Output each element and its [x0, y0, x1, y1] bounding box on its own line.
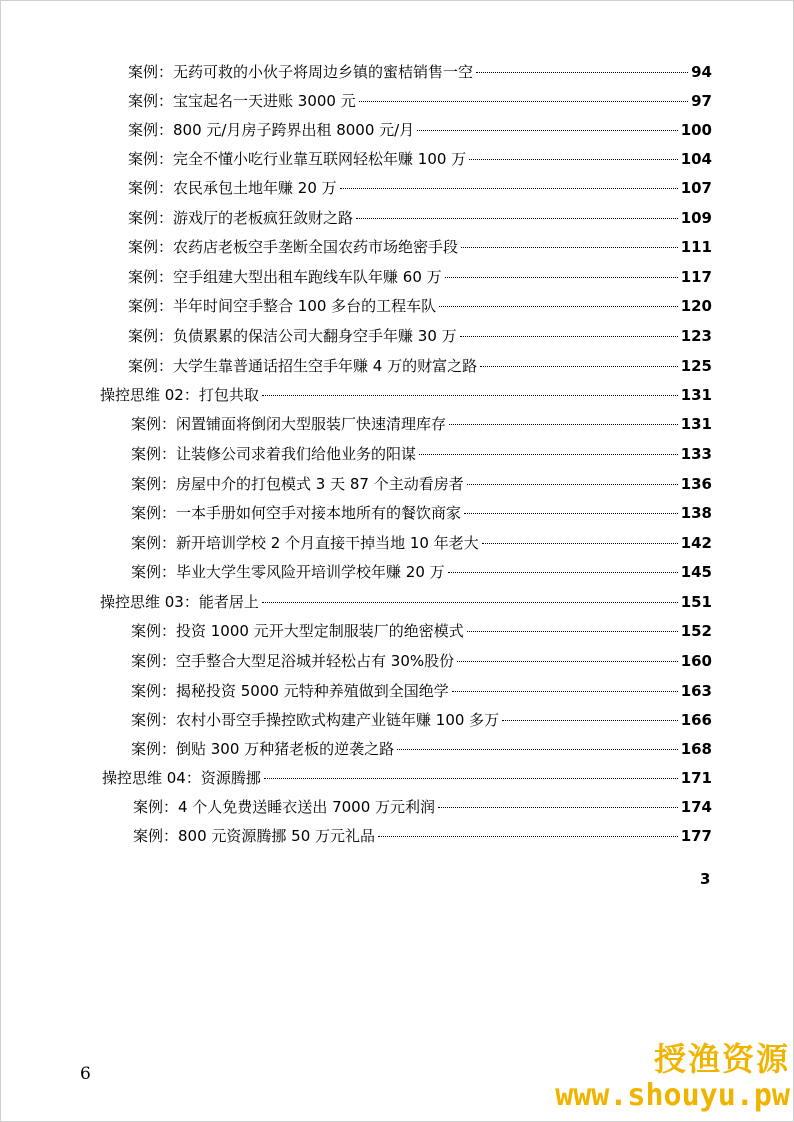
- toc-entry-title: 案例：空手组建大型出租车跑线车队年赚 60 万: [128, 268, 442, 286]
- toc-entry-page: 125: [680, 357, 712, 375]
- toc-entry[interactable]: [131, 474, 712, 494]
- toc-dot-leader: [356, 218, 678, 219]
- toc-entry-page: 94: [691, 63, 712, 81]
- toc-dot-leader: [397, 749, 678, 750]
- toc-dot-leader: [439, 306, 678, 307]
- toc-entry-title: 案例：负债累累的保洁公司大翻身空手年赚 30 万: [128, 327, 457, 345]
- toc-entry-page: 97: [691, 92, 712, 110]
- watermark: [555, 1040, 790, 1114]
- toc-dot-leader: [340, 188, 678, 189]
- toc-entry-page: 133: [680, 445, 712, 463]
- toc-dot-leader: [464, 513, 678, 514]
- viewer-page-number: 6: [80, 1064, 91, 1084]
- toc-entry-title: 操控思维 02：打包共取: [100, 386, 259, 404]
- toc-entry-page: 160: [680, 652, 712, 670]
- toc-entry[interactable]: [131, 621, 712, 641]
- toc-entry-page: 131: [680, 386, 712, 404]
- toc-entry-title: 操控思维 03：能者居上: [100, 593, 259, 611]
- toc-entry-title: 案例：空手整合大型足浴城并轻松占有 30%股份: [131, 652, 455, 670]
- toc-entry[interactable]: [131, 533, 712, 553]
- toc-entry-title: 案例：半年时间空手整合 100 多台的工程车队: [128, 297, 437, 315]
- toc-entry-title: 操控思维 04：资源腾挪: [102, 769, 261, 787]
- toc-entry-page: 111: [680, 238, 712, 256]
- toc-entry-title: 案例：800 元资源腾挪 50 万元礼品: [133, 827, 376, 845]
- toc-entry-page: 171: [680, 769, 712, 787]
- toc-entry-title: 案例：农药店老板空手垄断全国农药市场绝密手段: [128, 238, 459, 256]
- toc-entry[interactable]: [128, 62, 712, 82]
- toc-dot-leader: [452, 691, 678, 692]
- toc-dot-leader: [482, 543, 678, 544]
- toc-entry[interactable]: [128, 91, 712, 111]
- toc-entry[interactable]: [128, 178, 712, 198]
- toc-dot-leader: [445, 277, 678, 278]
- toc-dot-leader: [469, 159, 678, 160]
- toc-entry[interactable]: [100, 592, 712, 612]
- document-page-number: 3: [700, 870, 711, 888]
- toc-dot-leader: [438, 807, 678, 808]
- toc-entry-page: 109: [680, 209, 712, 227]
- toc-entry-page: 136: [680, 475, 712, 493]
- toc-entry-page: 138: [680, 504, 712, 522]
- toc-entry-title: 案例：大学生靠普通话招生空手年赚 4 万的财富之路: [128, 357, 478, 375]
- toc-entry-title: 案例：倒贴 300 万种猪老板的逆袭之路: [131, 740, 395, 758]
- toc-entry[interactable]: [128, 120, 712, 140]
- toc-entry[interactable]: [131, 681, 712, 701]
- toc-entry-title: 案例：房屋中介的打包模式 3 天 87 个主动看房者: [131, 475, 464, 493]
- toc-entry-page: 177: [680, 827, 712, 845]
- toc-entry-title: 案例：投资 1000 元开大型定制服装厂的绝密模式: [131, 622, 464, 640]
- toc-dot-leader: [262, 602, 678, 603]
- toc-entry-page: 104: [680, 150, 712, 168]
- toc-entry-title: 案例：游戏厅的老板疯狂敛财之路: [128, 209, 354, 227]
- toc-dot-leader: [417, 130, 677, 131]
- watermark-url: www.shouyu.pw: [555, 1078, 790, 1113]
- toc-dot-leader: [467, 631, 678, 632]
- toc-entry-title: 案例：让装修公司求着我们给他业务的阳谋: [131, 445, 417, 463]
- toc-entry[interactable]: [131, 651, 712, 671]
- toc-entry[interactable]: [128, 267, 712, 287]
- toc-entry-title: 案例：农村小哥空手操控欧式构建产业链年赚 100 多万: [131, 711, 500, 729]
- toc-entry-page: 166: [680, 711, 712, 729]
- toc-entry-page: 120: [680, 297, 712, 315]
- toc-entry-page: 123: [680, 327, 712, 345]
- toc-entry-title: 案例：新开培训学校 2 个月直接干掉当地 10 年老大: [131, 534, 479, 552]
- toc-entry[interactable]: [133, 826, 712, 846]
- toc-entry-title: 案例：闲置铺面将倒闭大型服装厂快速清理库存: [131, 415, 447, 433]
- toc-entry-title: 案例：800 元/月房子跨界出租 8000 元/月: [128, 121, 415, 139]
- toc-entry-page: 107: [680, 179, 712, 197]
- toc-entry-title: 案例：完全不懂小吃行业靠互联网轻松年赚 100 万: [128, 150, 467, 168]
- toc-entry[interactable]: [128, 237, 712, 257]
- toc-entry-title: 案例：农民承包土地年赚 20 万: [128, 179, 337, 197]
- toc-dot-leader: [457, 661, 678, 662]
- toc-entry-title: 案例：4 个人免费送睡衣送出 7000 万元利润: [133, 798, 436, 816]
- toc-entry[interactable]: [128, 149, 712, 169]
- toc-entry[interactable]: [131, 414, 712, 434]
- toc-entry-title: 案例：宝宝起名一天进账 3000 元: [128, 92, 356, 110]
- toc-entry[interactable]: [133, 797, 712, 817]
- toc-entry-page: 142: [680, 534, 712, 552]
- toc-dot-leader: [461, 247, 678, 248]
- toc-entry[interactable]: [128, 296, 712, 316]
- toc-entry[interactable]: [131, 739, 712, 759]
- toc-entry-page: 168: [680, 740, 712, 758]
- toc-entry-title: 案例：一本手册如何空手对接本地所有的餐饮商家: [131, 504, 462, 522]
- toc-entry-page: 131: [680, 415, 712, 433]
- toc-dot-leader: [378, 836, 678, 837]
- toc-dot-leader: [467, 484, 678, 485]
- toc-entry-title: 案例：无药可救的小伙子将周边乡镇的蜜桔销售一空: [128, 63, 474, 81]
- toc-dot-leader: [460, 336, 678, 337]
- toc-entry-page: 151: [680, 593, 712, 611]
- toc-dot-leader: [264, 778, 678, 779]
- toc-entry-page: 174: [680, 798, 712, 816]
- toc-entry[interactable]: [100, 385, 712, 405]
- toc-entry[interactable]: [131, 444, 712, 464]
- toc-entry-title: 案例：毕业大学生零风险开培训学校年赚 20 万: [131, 563, 445, 581]
- toc-entry-page: 152: [680, 622, 712, 640]
- toc-entry[interactable]: [128, 356, 712, 376]
- toc-entry-page: 163: [680, 682, 712, 700]
- watermark-brand: 授渔资源: [653, 1040, 790, 1078]
- toc-entry-title: 案例：揭秘投资 5000 元特种养殖做到全国绝学: [131, 682, 449, 700]
- toc-entry-page: 145: [680, 563, 712, 581]
- toc-entry[interactable]: [128, 208, 712, 228]
- toc-entry[interactable]: [102, 768, 712, 788]
- toc-dot-leader: [448, 572, 678, 573]
- toc-entry[interactable]: [128, 326, 712, 346]
- toc-entry[interactable]: [131, 710, 712, 730]
- toc-entry[interactable]: [131, 562, 712, 582]
- toc-dot-leader: [502, 720, 678, 721]
- toc-dot-leader: [262, 395, 678, 396]
- toc-dot-leader: [480, 366, 678, 367]
- toc-dot-leader: [419, 454, 678, 455]
- toc-entry[interactable]: [131, 503, 712, 523]
- toc-dot-leader: [359, 101, 688, 102]
- toc-dot-leader: [449, 424, 678, 425]
- toc-entry-page: 100: [680, 121, 712, 139]
- toc-entry-page: 117: [680, 268, 712, 286]
- toc-dot-leader: [476, 72, 688, 73]
